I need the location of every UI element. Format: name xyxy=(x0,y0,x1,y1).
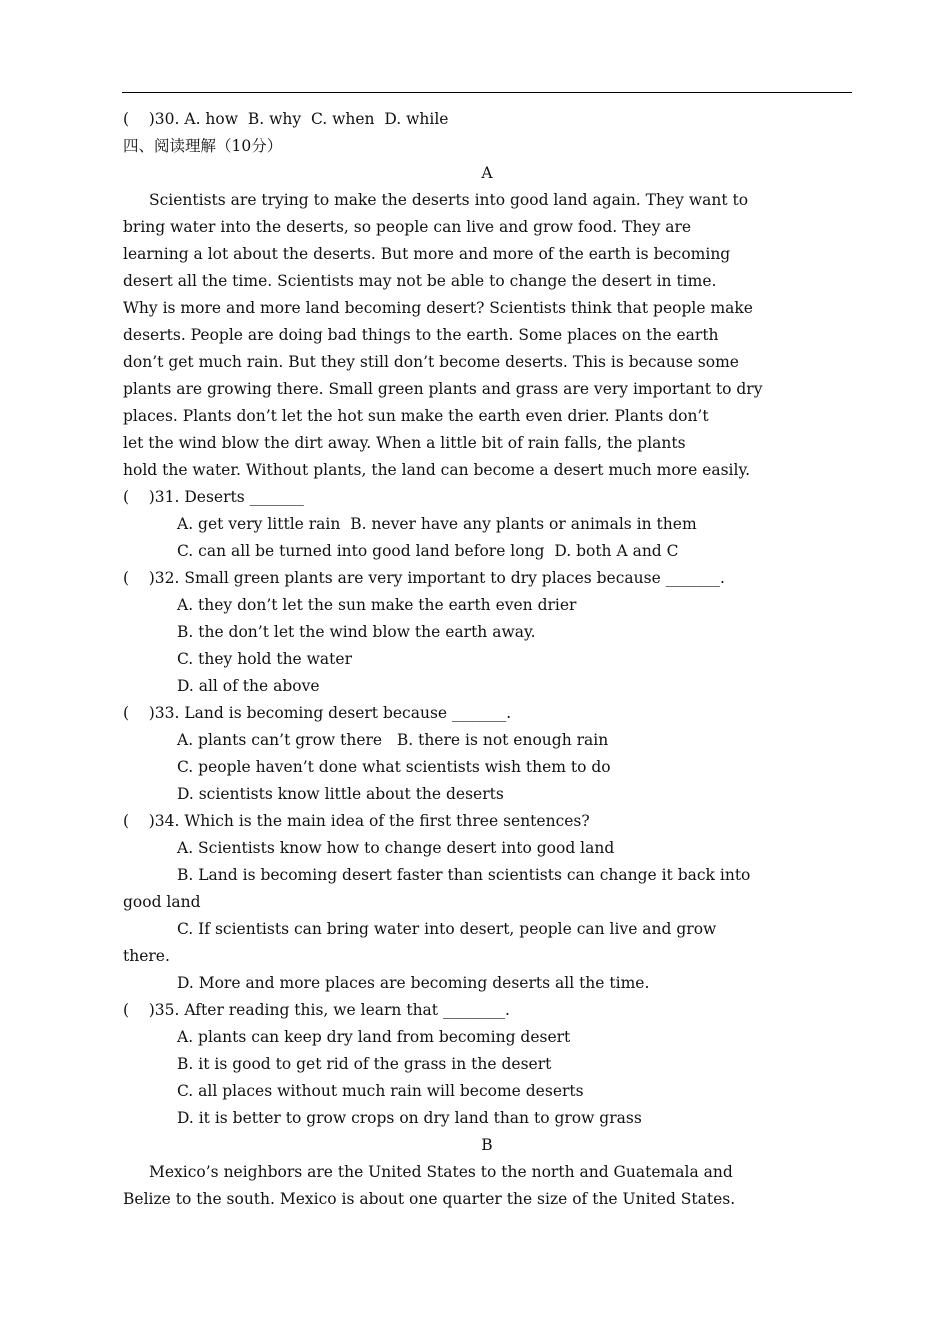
passage-b-line: Mexico’s neighbors are the United States to the north and Guatemala and xyxy=(149,1163,733,1181)
question-stem: ( )34. Which is the main idea of the first three sentences? xyxy=(123,812,590,830)
question-stem: ( )32. Small green plants are very important to dry places because _______. xyxy=(123,569,725,587)
question-30: ( )30. A. how B. why C. when D. while xyxy=(123,110,449,128)
question-34 xyxy=(123,808,851,997)
answer-option: D. scientists know little about the deserts xyxy=(177,785,504,803)
question-stem: ( )35. After reading this, we learn that ________. xyxy=(123,1001,510,1019)
answer-option-continued: there. xyxy=(123,947,170,965)
answer-option: D. it is better to grow crops on dry land than to grow grass xyxy=(177,1109,642,1127)
answer-option: C. If scientists can bring water into desert, people can live and grow xyxy=(177,920,717,938)
passage-a-line: places. Plants don’t let the hot sun make the earth even drier. Plants don’t xyxy=(123,407,709,425)
passage-a-line: desert all the time. Scientists may not be able to change the desert in time. xyxy=(123,272,717,290)
passage-a-line: deserts. People are doing bad things to the earth. Some places on the earth xyxy=(123,326,719,344)
answer-option: B. the don’t let the wind blow the earth away. xyxy=(177,623,536,641)
answer-option: B. Land is becoming desert faster than scientists can change it back into xyxy=(177,866,751,884)
passage-a-line: Why is more and more land becoming desert? Scientists think that people make xyxy=(123,299,753,317)
answer-option: A. get very little rain B. never have any plants or animals in them xyxy=(177,515,697,533)
answer-option: B. it is good to get rid of the grass in the desert xyxy=(177,1055,552,1073)
passage-a-label: A xyxy=(481,164,493,182)
answer-option: D. all of the above xyxy=(177,677,320,695)
answer-option: A. plants can’t grow there B. there is not enough rain xyxy=(177,731,609,749)
answer-option: C. all places without much rain will become deserts xyxy=(177,1082,584,1100)
question-33 xyxy=(123,700,851,808)
answer-option-continued: good land xyxy=(123,893,201,911)
answer-option: A. plants can keep dry land from becoming desert xyxy=(177,1028,571,1046)
header-rule xyxy=(122,92,852,93)
answer-option: C. people haven’t done what scientists wish them to do xyxy=(177,758,611,776)
question-stem: ( )31. Deserts _______ xyxy=(123,488,304,506)
answer-option: A. they don’t let the sun make the earth even drier xyxy=(177,596,577,614)
passage-b xyxy=(123,1159,851,1213)
passage-b-line: Belize to the south. Mexico is about one quarter the size of the United States. xyxy=(123,1190,736,1208)
answer-option: D. More and more places are becoming deserts all the time. xyxy=(177,974,650,992)
answer-option: C. can all be turned into good land before long D. both A and C xyxy=(177,542,679,560)
passage-a-line: learning a lot about the deserts. But more and more of the earth is becoming xyxy=(123,245,731,263)
passage-b-label: B xyxy=(481,1136,493,1154)
exam-content xyxy=(123,106,851,1213)
passage-a-line: hold the water. Without plants, the land can become a desert much more easily. xyxy=(123,461,751,479)
question-35 xyxy=(123,997,851,1132)
passage-a-line: don’t get much rain. But they still don’t become deserts. This is because some xyxy=(123,353,739,371)
answer-option: C. they hold the water xyxy=(177,650,352,668)
question-stem: ( )33. Land is becoming desert because _______. xyxy=(123,704,512,722)
question-32 xyxy=(123,565,851,700)
question-31 xyxy=(123,484,851,565)
passage-a xyxy=(123,187,851,484)
passage-a-line: let the wind blow the dirt away. When a little bit of rain falls, the plants xyxy=(123,434,686,452)
passage-a-line: Scientists are trying to make the deserts into good land again. They want to xyxy=(149,191,749,209)
section-title: 四、阅读理解（10分） xyxy=(123,137,283,155)
passage-a-line: plants are growing there. Small green plants and grass are very important to dry xyxy=(123,380,763,398)
answer-option: A. Scientists know how to change desert into good land xyxy=(177,839,615,857)
passage-a-line: bring water into the deserts, so people can live and grow food. They are xyxy=(123,218,692,236)
